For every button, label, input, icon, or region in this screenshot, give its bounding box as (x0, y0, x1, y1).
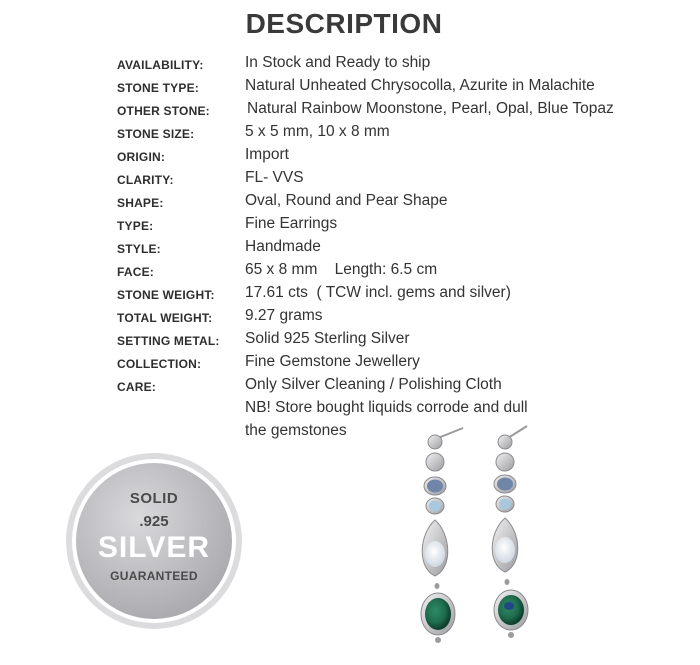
spec-row-collection (117, 353, 677, 376)
spec-value: FL- VVS (245, 169, 304, 186)
spec-row-other-stone (117, 100, 677, 123)
spec-row-style (117, 238, 677, 261)
spec-label: CARE: (117, 380, 156, 394)
right-earring (492, 426, 528, 638)
spec-label: CLARITY: (117, 173, 174, 187)
spec-row-clarity (117, 169, 677, 192)
spec-row-origin (117, 146, 677, 169)
spec-row-stone-weight (117, 284, 677, 307)
spec-row-stone-size (117, 123, 677, 146)
spec-label: STYLE: (117, 242, 161, 256)
spec-value: In Stock and Ready to ship (245, 54, 431, 71)
seal-solid-text: SOLID (129, 490, 179, 507)
spec-value: Solid 925 Sterling Silver (245, 330, 410, 347)
spec-label: SETTING METAL: (117, 334, 220, 348)
care-note-line-2: the gemstones (245, 422, 347, 439)
seal-925-text: .925 (139, 513, 169, 530)
page-title: DESCRIPTION (245, 8, 443, 39)
spec-label: TYPE: (117, 219, 154, 233)
seal-silver-text: SILVER (97, 531, 211, 564)
spec-value: 5 x 5 mm, 10 x 8 mm (245, 123, 390, 140)
spec-row-availability (117, 54, 677, 77)
spec-value: Oval, Round and Pear Shape (245, 192, 448, 209)
spec-row-care (117, 376, 677, 399)
left-earring (421, 428, 463, 643)
spec-value: Natural Unheated Chrysocolla, Azurite in Malachite (245, 77, 595, 94)
spec-value: Handmade (245, 238, 321, 255)
spec-label: STONE WEIGHT: (117, 288, 215, 302)
spec-row-setting-metal (117, 330, 677, 353)
seal-guaranteed-text: GUARANTEED (110, 569, 198, 583)
spec-label: STONE SIZE: (117, 127, 195, 141)
spec-label: STONE TYPE: (117, 81, 199, 95)
spec-value: Fine Gemstone Jewellery (245, 353, 420, 370)
spec-value: Only Silver Cleaning / Polishing Cloth (245, 376, 502, 393)
spec-row-total-weight (117, 307, 677, 330)
care-note-line-1: NB! Store bought liquids corrode and dull (245, 399, 528, 416)
spec-row-type (117, 215, 677, 238)
spec-row-shape (117, 192, 677, 215)
spec-value: Import (245, 146, 289, 163)
spec-label: AVAILABILITY: (117, 58, 204, 72)
spec-label: COLLECTION: (117, 357, 202, 371)
silver-guarantee-seal (64, 451, 244, 631)
spec-row-stone-type (117, 77, 677, 100)
spec-row-face (117, 261, 677, 284)
spec-label: OTHER STONE: (117, 104, 210, 118)
spec-value: 17.61 cts ( TCW incl. gems and silver) (245, 284, 511, 301)
earrings-product-image (405, 418, 565, 658)
spec-label: SHAPE: (117, 196, 164, 210)
spec-value: Natural Rainbow Moonstone, Pearl, Opal, Blue Topaz (247, 100, 614, 117)
spec-label: TOTAL WEIGHT: (117, 311, 213, 325)
spec-value: Fine Earrings (245, 215, 338, 232)
spec-value: 65 x 8 mm Length: 6.5 cm (245, 261, 438, 278)
spec-label: ORIGIN: (117, 150, 166, 164)
spec-value: 9.27 grams (245, 307, 323, 324)
spec-label: FACE: (117, 265, 154, 279)
